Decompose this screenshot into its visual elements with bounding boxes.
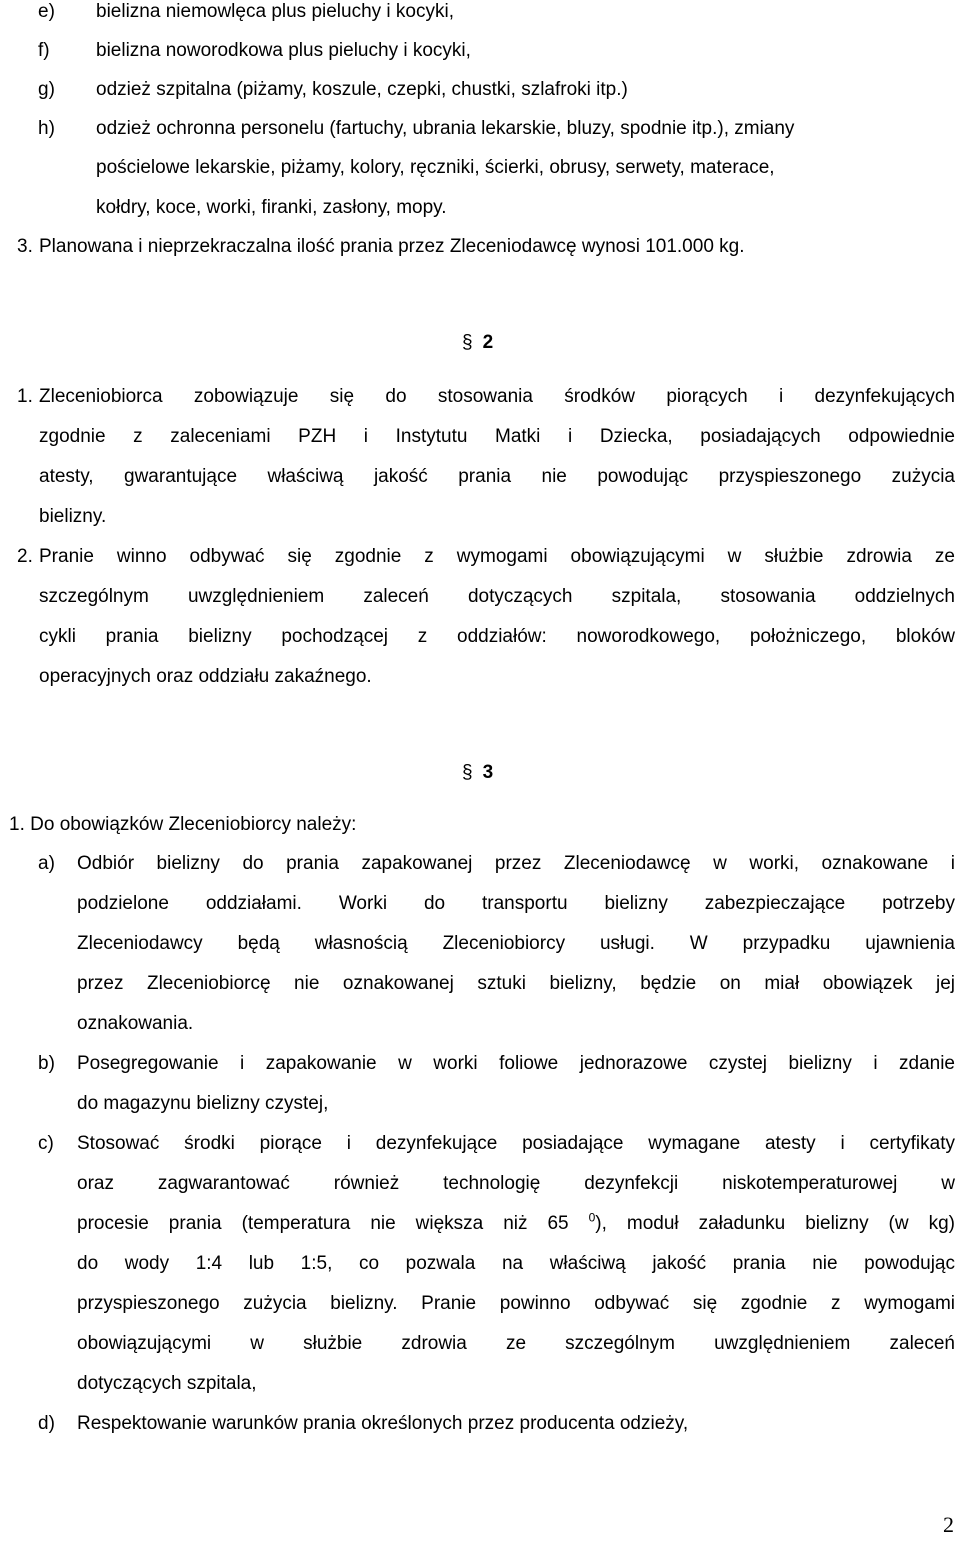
section-number: 3 xyxy=(482,762,494,783)
list-label-g: g) xyxy=(38,79,55,100)
section-number: 2 xyxy=(482,332,494,353)
list-item-c-line1: Stosować środki piorące i dezynfekujące posiadające wymagane atesty i certyfikaty xyxy=(77,1133,955,1154)
section-2-heading xyxy=(462,332,493,354)
list-item-e: bielizna niemowlęca plus pieluchy i kocyki, xyxy=(96,1,455,22)
section-2-p2-line4: operacyjnych oraz oddziału zakaźnego. xyxy=(39,666,372,687)
list-item-f: bielizna noworodkowa plus pieluchy i kocyki, xyxy=(96,40,471,61)
list-label-c: c) xyxy=(38,1133,54,1154)
list-label-a: a) xyxy=(38,853,55,874)
list-label-e: e) xyxy=(38,1,55,22)
list-item-d: Respektowanie warunków prania określonych przez producenta odzieży, xyxy=(77,1413,689,1434)
degree-superscript: 0 xyxy=(588,1210,596,1225)
list-item-h-line1: odzież ochronna personelu (fartuchy, ubrania lekarskie, bluzy, spodnie itp.), zmiany xyxy=(96,118,795,139)
section-symbol: § xyxy=(462,332,473,353)
section-2-p1-line2: zgodnie z zaleceniami PZH i Instytutu Matki i Dziecka, posiadających odpowiednie xyxy=(39,426,955,447)
list-item-c-line5: przyspieszonego zużycia bielizny. Pranie powinno odbywać się zgodnie z wymogami xyxy=(77,1293,955,1314)
section-2-p1-line4: bielizny. xyxy=(39,506,107,527)
list-item-g: odzież szpitalna (piżamy, koszule, czepki, chustki, szlafroki itp.) xyxy=(96,79,628,100)
list-item-c-line3-post: ), moduł załadunku bielizny (w kg) xyxy=(595,1213,955,1234)
item-3-label: 3. xyxy=(17,236,33,257)
list-item-h-line2: pościelowe lekarskie, piżamy, kolory, ręczniki, ścierki, obrusy, serwety, materace, xyxy=(96,157,775,178)
list-item-c-line2: oraz zagwarantować również technologię dezynfekcji niskotemperaturowej w xyxy=(77,1173,955,1194)
list-item-h-line3: kołdry, koce, worki, firanki, zasłony, mopy. xyxy=(96,197,447,218)
section-2-p2-label: 2. xyxy=(17,546,33,567)
list-item-b-line2: do magazynu bielizny czystej, xyxy=(77,1093,329,1114)
section-2-p1-label: 1. xyxy=(17,386,33,407)
list-item-c-line6: obowiązującymi w służbie zdrowia ze szczególnym uwzględnieniem zaleceń xyxy=(77,1333,955,1354)
list-item-c-line3 xyxy=(77,1210,955,1235)
section-3-heading xyxy=(462,762,493,784)
section-symbol: § xyxy=(462,762,473,783)
list-item-a-line2: podzielone oddziałami. Worki do transportu bielizny zabezpieczające potrzeby xyxy=(77,893,955,914)
section-2-p1-line3: atesty, gwarantujące właściwą jakość prania nie powodując przyspieszonego zużycia xyxy=(39,466,955,487)
item-3-text: Planowana i nieprzekraczalna ilość prania przez Zleceniodawcę wynosi 101.000 kg. xyxy=(39,236,745,257)
section-2-p2-line2: szczególnym uwzględnieniem zaleceń dotyczących szpitala, stosowania oddzielnych xyxy=(39,586,955,607)
list-item-b-line1: Posegregowanie i zapakowanie w worki foliowe jednorazowe czystej bielizny i zdanie xyxy=(77,1053,955,1074)
list-item-a-line3: Zleceniodawcy będą własnością Zleceniobiorcy usługi. W przypadku ujawnienia xyxy=(77,933,955,954)
list-label-h: h) xyxy=(38,118,55,139)
list-label-d: d) xyxy=(38,1413,55,1434)
list-item-a-line5: oznakowania. xyxy=(77,1013,194,1034)
list-label-b: b) xyxy=(38,1053,55,1074)
section-2-p2-first: Pranie winno odbywać się zgodnie z wymogami obowiązującymi w służbie zdrowia ze xyxy=(39,546,955,567)
list-item-a-line1: Odbiór bielizny do prania zapakowanej przez Zleceniodawcę w worki, oznakowane i xyxy=(77,853,955,874)
list-item-c-line3-pre: procesie prania (temperatura nie większa niż 65 xyxy=(77,1213,589,1234)
page-number: 2 xyxy=(943,1512,954,1537)
list-label-f: f) xyxy=(38,40,50,61)
list-item-c-line7: dotyczących szpitala, xyxy=(77,1373,257,1394)
list-item-c-line4: do wody 1:4 lub 1:5, co pozwala na właściwą jakość prania nie powodując xyxy=(77,1253,955,1274)
list-item-a-line4: przez Zleceniobiorcę nie oznakowanej sztuki bielizny, będzie on miał obowiązek jej xyxy=(77,973,955,994)
section-2-p2-line3: cykli prania bielizny pochodzącej z oddziałów: noworodkowego, położniczego, bloków xyxy=(39,626,955,647)
section-2-p1-first: Zleceniobiorca zobowiązuje się do stosowania środków piorących i dezynfekujących xyxy=(39,386,955,407)
section-3-intro: 1. Do obowiązków Zleceniobiorcy należy: xyxy=(9,814,357,835)
